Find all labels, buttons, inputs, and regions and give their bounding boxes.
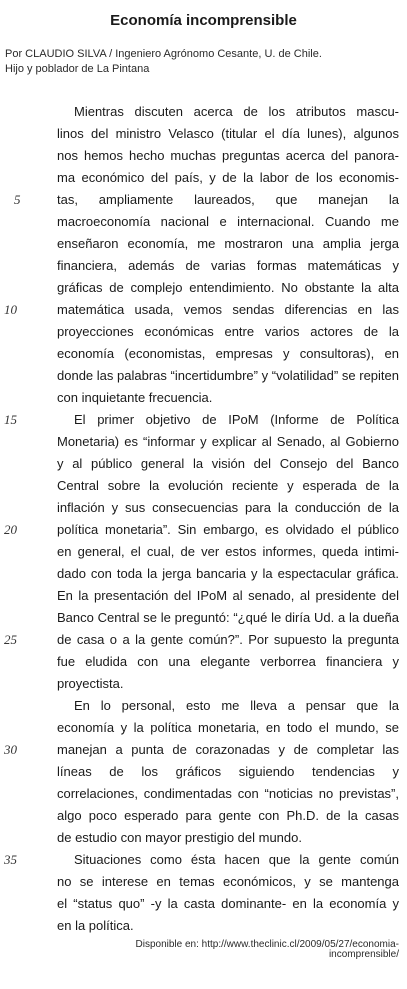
text-line: inflación y sus consecuencias para la conducción de la (57, 500, 399, 515)
line-number: 5 (14, 192, 21, 207)
text-line: no se interese en temas económicos, y se mantenga (57, 874, 399, 889)
text-line: en general, el cual, de ver estos informes, queda intimi- (57, 544, 399, 559)
text-line: Situaciones como ésta hacen que la gente común (74, 852, 399, 867)
line-number: 30 (4, 742, 17, 757)
text-line: enseñaron economía, me mostraron una amplia jerga (57, 236, 399, 251)
text-line: matemática usada, vemos sendas diferencias en las (57, 302, 399, 317)
text-line: financiera, además de varias formas matemáticas y (57, 258, 399, 273)
article-title: Economía incomprensible (110, 12, 297, 29)
text-line: líneas de los gráficos siguiendo tendencias y (57, 764, 399, 779)
text-line: economía y la política monetaria, en todo el mundo, se (57, 720, 399, 735)
byline-author: Por CLAUDIO SILVA / Ingeniero Agrónomo Cesante, U. de Chile. (5, 48, 322, 60)
line-number: 10 (4, 302, 17, 317)
text-line: donde las palabras “incertidumbre” y “volatilidad” se repiten (57, 368, 399, 383)
text-line: ma económico del país, y de la labor de los economis- (57, 170, 399, 185)
text-line: macroeconomía nacional e internacional. Cuando me (57, 214, 399, 229)
text-line: Monetaria) es “informar y explicar al Senado, al Gobierno (57, 434, 399, 449)
text-line: En lo personal, esto me lleva a pensar que la (74, 698, 399, 713)
text-line: El primer objetivo de IPoM (Informe de Política (74, 412, 399, 427)
line-number: 25 (4, 632, 17, 647)
text-line: Banco Central se le preguntó: “¿qué le diría Ud. a la dueña (57, 610, 399, 625)
text-line: proyectista. (57, 676, 124, 691)
byline-affiliation: Hijo y poblador de La Pintana (5, 63, 150, 75)
text-line: correlaciones, condimentadas con “noticias no previstas”, (57, 786, 399, 801)
text-line: y al público general la visión del Consejo del Banco (57, 456, 399, 471)
byline (5, 47, 403, 77)
source-citation (60, 940, 399, 960)
text-line: en la política. (57, 918, 134, 933)
line-number: 35 (4, 852, 17, 867)
text-line: con inquietante frecuencia. (57, 390, 213, 405)
text-line: de estudio con mayor prestigio del mundo. (57, 830, 302, 845)
text-line: fue eludida con una elegante verborrea financiera y (57, 654, 399, 669)
source-line: incomprensible/ (328, 949, 399, 960)
text-line: Central sobre la evolución reciente y esperada de la (57, 478, 399, 493)
text-line: Mientras discuten acerca de los atributos mascu- (74, 104, 399, 119)
text-line: economía (economistas, empresas y consultoras), en (57, 346, 399, 361)
text-line: proyecciones económicas entre varios actores de la (57, 324, 399, 339)
text-line: política monetaria”. Sin embargo, es olvidado el público (57, 522, 399, 537)
line-number: 15 (4, 412, 17, 427)
text-line: tas, ampliamente laureados, que manejan la (57, 192, 399, 207)
text-line: manejan a punta de corazonadas y de completar las (57, 742, 399, 757)
text-line: algo poco esperado para gente con Ph.D. de la casas (57, 808, 399, 823)
text-line: linos del ministro Velasco (titular el día lunes), algunos (57, 126, 399, 141)
text-line: nos hemos hecho muchas preguntas acerca del panora- (57, 148, 399, 163)
text-line: dado con toda la jerga bancaria y la espectacular gráfica. (57, 566, 399, 581)
line-number: 20 (4, 522, 17, 537)
text-line: de casa o a la gente común?”. Por supuesto la pregunta (57, 632, 399, 647)
text-line: el “status quo” -y la casta dominante- en la economía y (57, 896, 399, 911)
text-line: gráficas de complejo entendimiento. No obstante la alta (57, 280, 399, 295)
text-line: En la presentación del IPoM al senado, al presidente del (57, 588, 399, 603)
source-line: Disponible en: http://www.theclinic.cl/2009/05/27/economia- (135, 939, 399, 950)
